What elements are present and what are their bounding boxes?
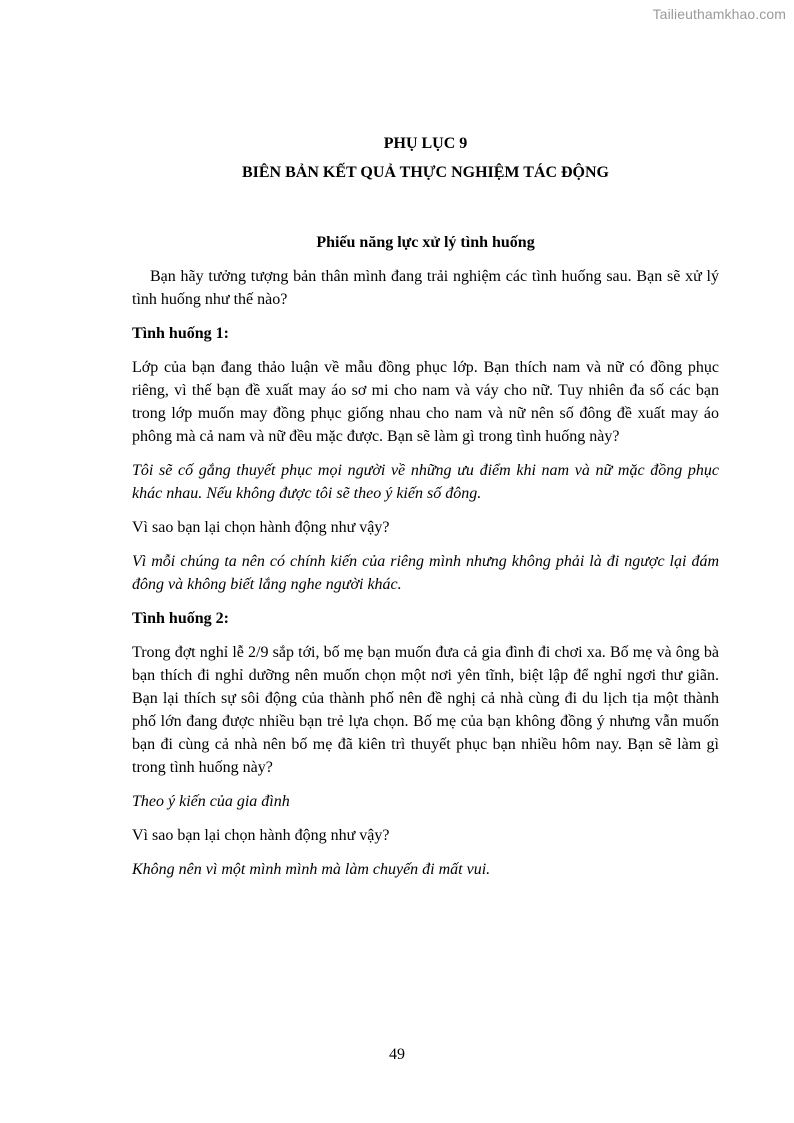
situation-heading: Tình huống 2:	[132, 610, 229, 627]
appendix-title: PHỤ LỤC 9	[383, 135, 468, 152]
situation-description: Trong đợt nghỉ lễ 2/9 sắp tới, bố mẹ bạn muốn đưa cả gia đình đi chơi xa. Bố mẹ và ông bà bạn thích đi nghỉ dưỡng nên muốn chọn một nơi yên tĩnh, biệt lập để nghỉ ngơi thư giãn. Bạn lại thích sự sôi động của thành phố nên đề nghị cả nhà cùng đi du lịch tịa một thành phố lớn đang được nhiều bạn trẻ lựa chọn. Bố mẹ của bạn không đồng ý nhưng vẫn muốn bạn đi cùng cả nhà nên bố mẹ đã kiên trì thuyết phục bạn nhiều hôm nay. Bạn sẽ làm gì trong tình huống này?	[132, 644, 719, 776]
reason-question: Vì sao bạn lại chọn hành động như vậy?	[132, 827, 390, 844]
document-body	[132, 128, 719, 892]
situation-description: Lớp của bạn đang thảo luận về mẫu đồng phục lớp. Bạn thích nam và nữ có đồng phục riêng, vì thế bạn đề xuất may áo sơ mi cho nam và váy cho nữ. Tuy nhiên đa số các bạn trong lớp muốn may đồng phục giống nhau cho nam và nữ nên số đông đề xuất may áo phông mà cả nam và nữ đều mặc được. Bạn sẽ làm gì trong tình huống này?	[132, 359, 719, 445]
reason-answer: Không nên vì một mình mình mà làm chuyến đi mất vui.	[132, 861, 491, 878]
situation-1	[132, 322, 719, 596]
watermark: Tailieuthamkhao.com	[652, 6, 786, 22]
situation-answer: Tôi sẽ cố gắng thuyết phục mọi người về những ưu điểm khi nam và nữ mặc đồng phục khác nhau. Nếu không được tôi sẽ theo ý kiến số đông.	[132, 462, 719, 502]
situation-heading: Tình huống 1:	[132, 325, 229, 342]
situation-answer: Theo ý kiến của gia đình	[132, 793, 290, 810]
reason-question: Vì sao bạn lại chọn hành động như vậy?	[132, 519, 390, 536]
reason-answer: Vì mỗi chúng ta nên có chính kiến của riêng mình nhưng không phải là đi ngược lại đám đông và không biết lắng nghe người khác.	[132, 553, 719, 593]
sheet-title: Phiếu năng lực xử lý tình huống	[316, 234, 535, 251]
intro-paragraph: Bạn hãy tưởng tượng bản thân mình đang trải nghiệm các tình huống sau. Bạn sẽ xử lý tình huống như thế nào?	[132, 268, 719, 308]
report-title: BIÊN BẢN KẾT QUẢ THỰC NGHIỆM TÁC ĐỘNG	[241, 164, 609, 181]
situation-2	[132, 607, 719, 881]
page-number: 49	[389, 1046, 405, 1063]
